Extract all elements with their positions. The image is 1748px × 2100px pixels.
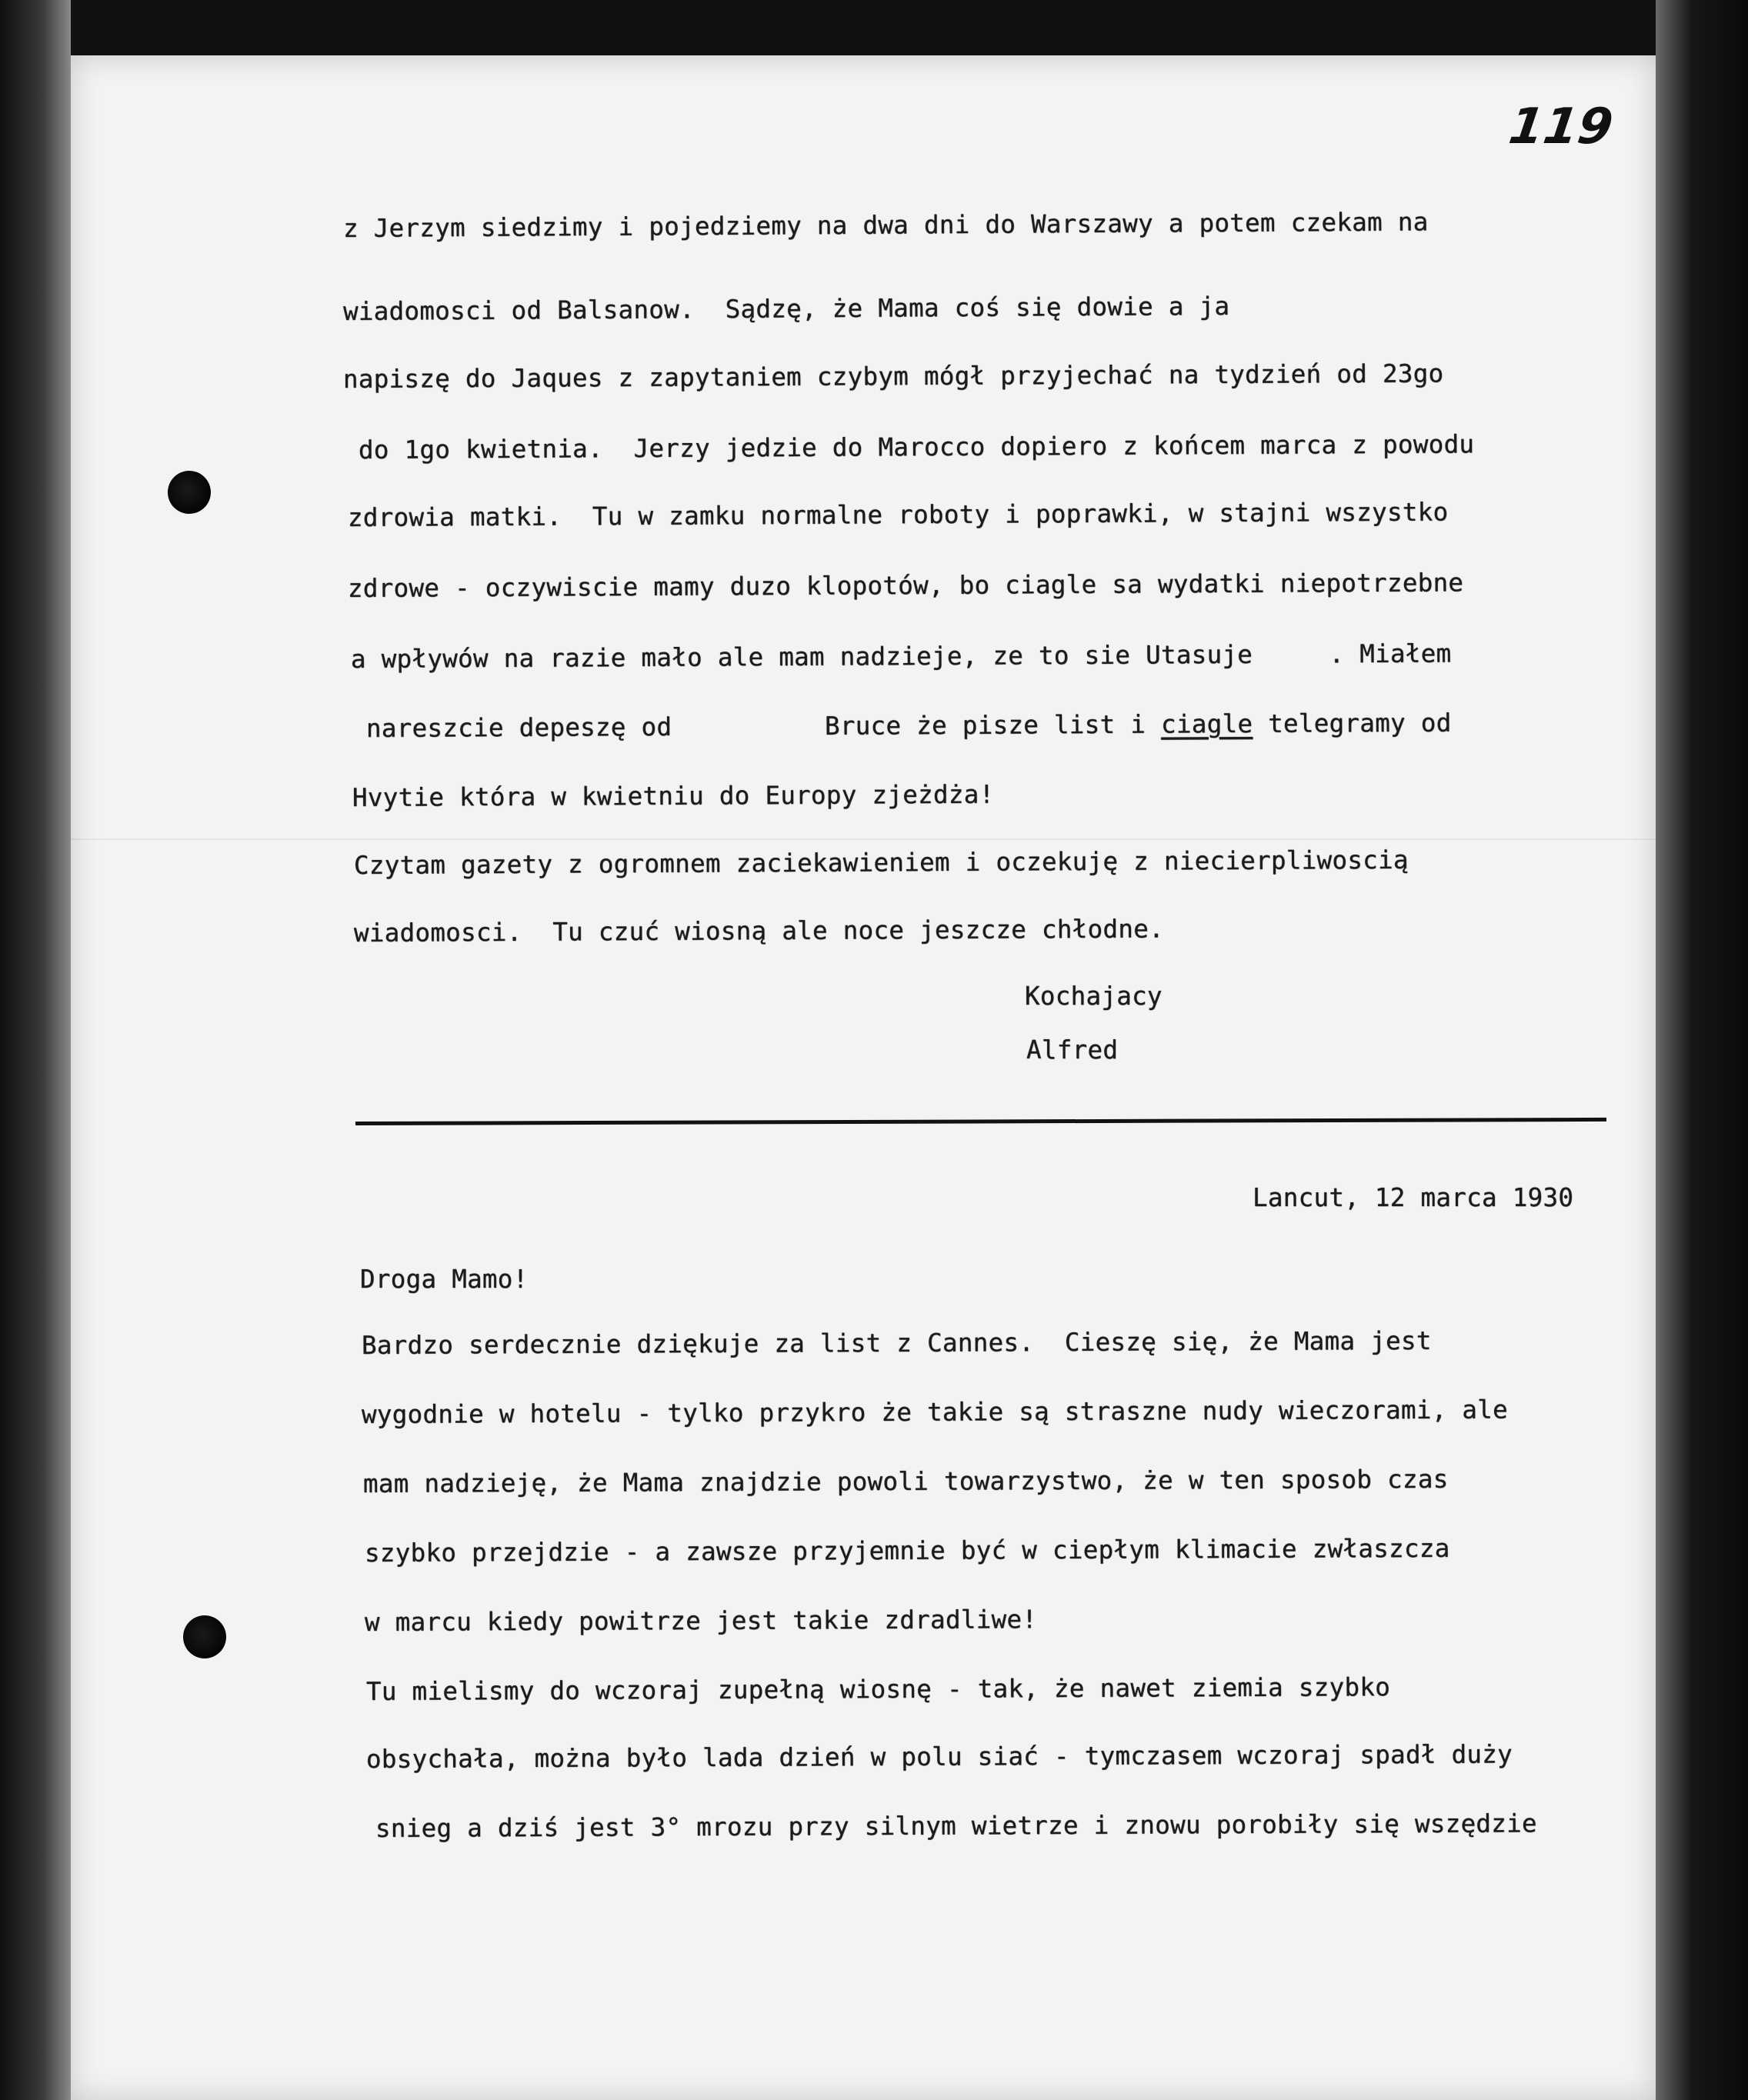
punch-hole-top [168, 471, 211, 514]
page-number: 119 [1505, 98, 1616, 155]
letter1-line-6: zdrowe - oczywiscie mamy duzo klopotów, bo ciagle sa wydatki niepotrzebne [347, 568, 1464, 603]
letter1-line-3: napiszę do Jaques z zapytaniem czybym mógł przyjechać na tydzień od 23go [342, 358, 1444, 394]
letter2-line-3: mam nadzieję, że Mama znajdzie powoli towarzystwo, że w ten sposob czas [362, 1464, 1449, 1498]
letter2-line-6: Tu mielismy do wczoraj zupełną wiosnę - tak, że nawet ziemia szybko [365, 1672, 1391, 1706]
letter2-line-2: wygodnie w hotelu - tylko przykro że takie są straszne nudy wieczorami, ale [361, 1395, 1509, 1429]
letter1-line-1: z Jerzym siedzimy i pojedziemy na dwa dni do Warszawy a potem czekam na [342, 207, 1429, 243]
punch-hole-bottom [183, 1615, 226, 1658]
letter2-greeting: Droga Mamo! [360, 1265, 529, 1294]
letter2-line-4: szybko przejdzie - a zawsze przyjemnie być w ciepłym klimacie zwłaszcza [364, 1533, 1450, 1568]
letter2-line-5: w marcu kiedy powitrze jest takie zdradliwe! [364, 1605, 1038, 1637]
scan-border-top [0, 0, 1748, 55]
scan-border-left [0, 0, 71, 2100]
letter1-line-7: a wpływów na razie mało ale mam nadzieje, ze to sie Utasuje . Miałem [350, 638, 1452, 674]
paper-fold [71, 838, 1656, 840]
letter2-line-1: Bardzo serdecznie dziękuje za list z Cannes. Cieszę się, że Mama jest [361, 1325, 1432, 1360]
letter1-line-9: Hvytie która w kwietniu do Europy zjeżdża! [352, 779, 995, 812]
letter1-line-4: do 1go kwietnia. Jerzy jedzie do Marocco dopiero z końcem marca z powodu [358, 429, 1475, 465]
letter1-line-8 [366, 708, 1452, 743]
letter1-line-8-before: nareszcie depeszę od Bruce że pisze list i [365, 709, 1162, 743]
letter1-line-2: wiadomosci od Balsanow. Sądzę, że Mama coś się dowie a ja [342, 291, 1230, 326]
letter1-line-10: Czytam gazety z ogromnem zaciekawieniem i oczekuję z niecierpliwoscią [353, 845, 1409, 880]
letter1-signature: Alfred [1026, 1035, 1119, 1065]
letter1-closing: Kochajacy [1025, 982, 1163, 1011]
letter1-line-5: zdrowia matki. Tu w zamku normalne roboty i poprawki, w stajni wszystko [347, 497, 1449, 532]
letter1-line-11: wiadomosci. Tu czuć wiosną ale noce jeszcze chłodne. [353, 914, 1165, 948]
letter1-line-8-after: telegramy od [1253, 708, 1452, 738]
letter2-line-7: obsychała, można było lada dzień w polu siać - tymczasem wczoraj spadł duży [365, 1739, 1513, 1774]
letter2-date: Lancut, 12 marca 1930 [1253, 1183, 1574, 1212]
letter2-line-8: snieg a dziś jest 3° mrozu przy silnym wietrze i znowu porobiły się wszędzie [375, 1808, 1537, 1843]
underlined-word: ciagle [1160, 708, 1253, 739]
scan-border-right [1656, 0, 1748, 2100]
